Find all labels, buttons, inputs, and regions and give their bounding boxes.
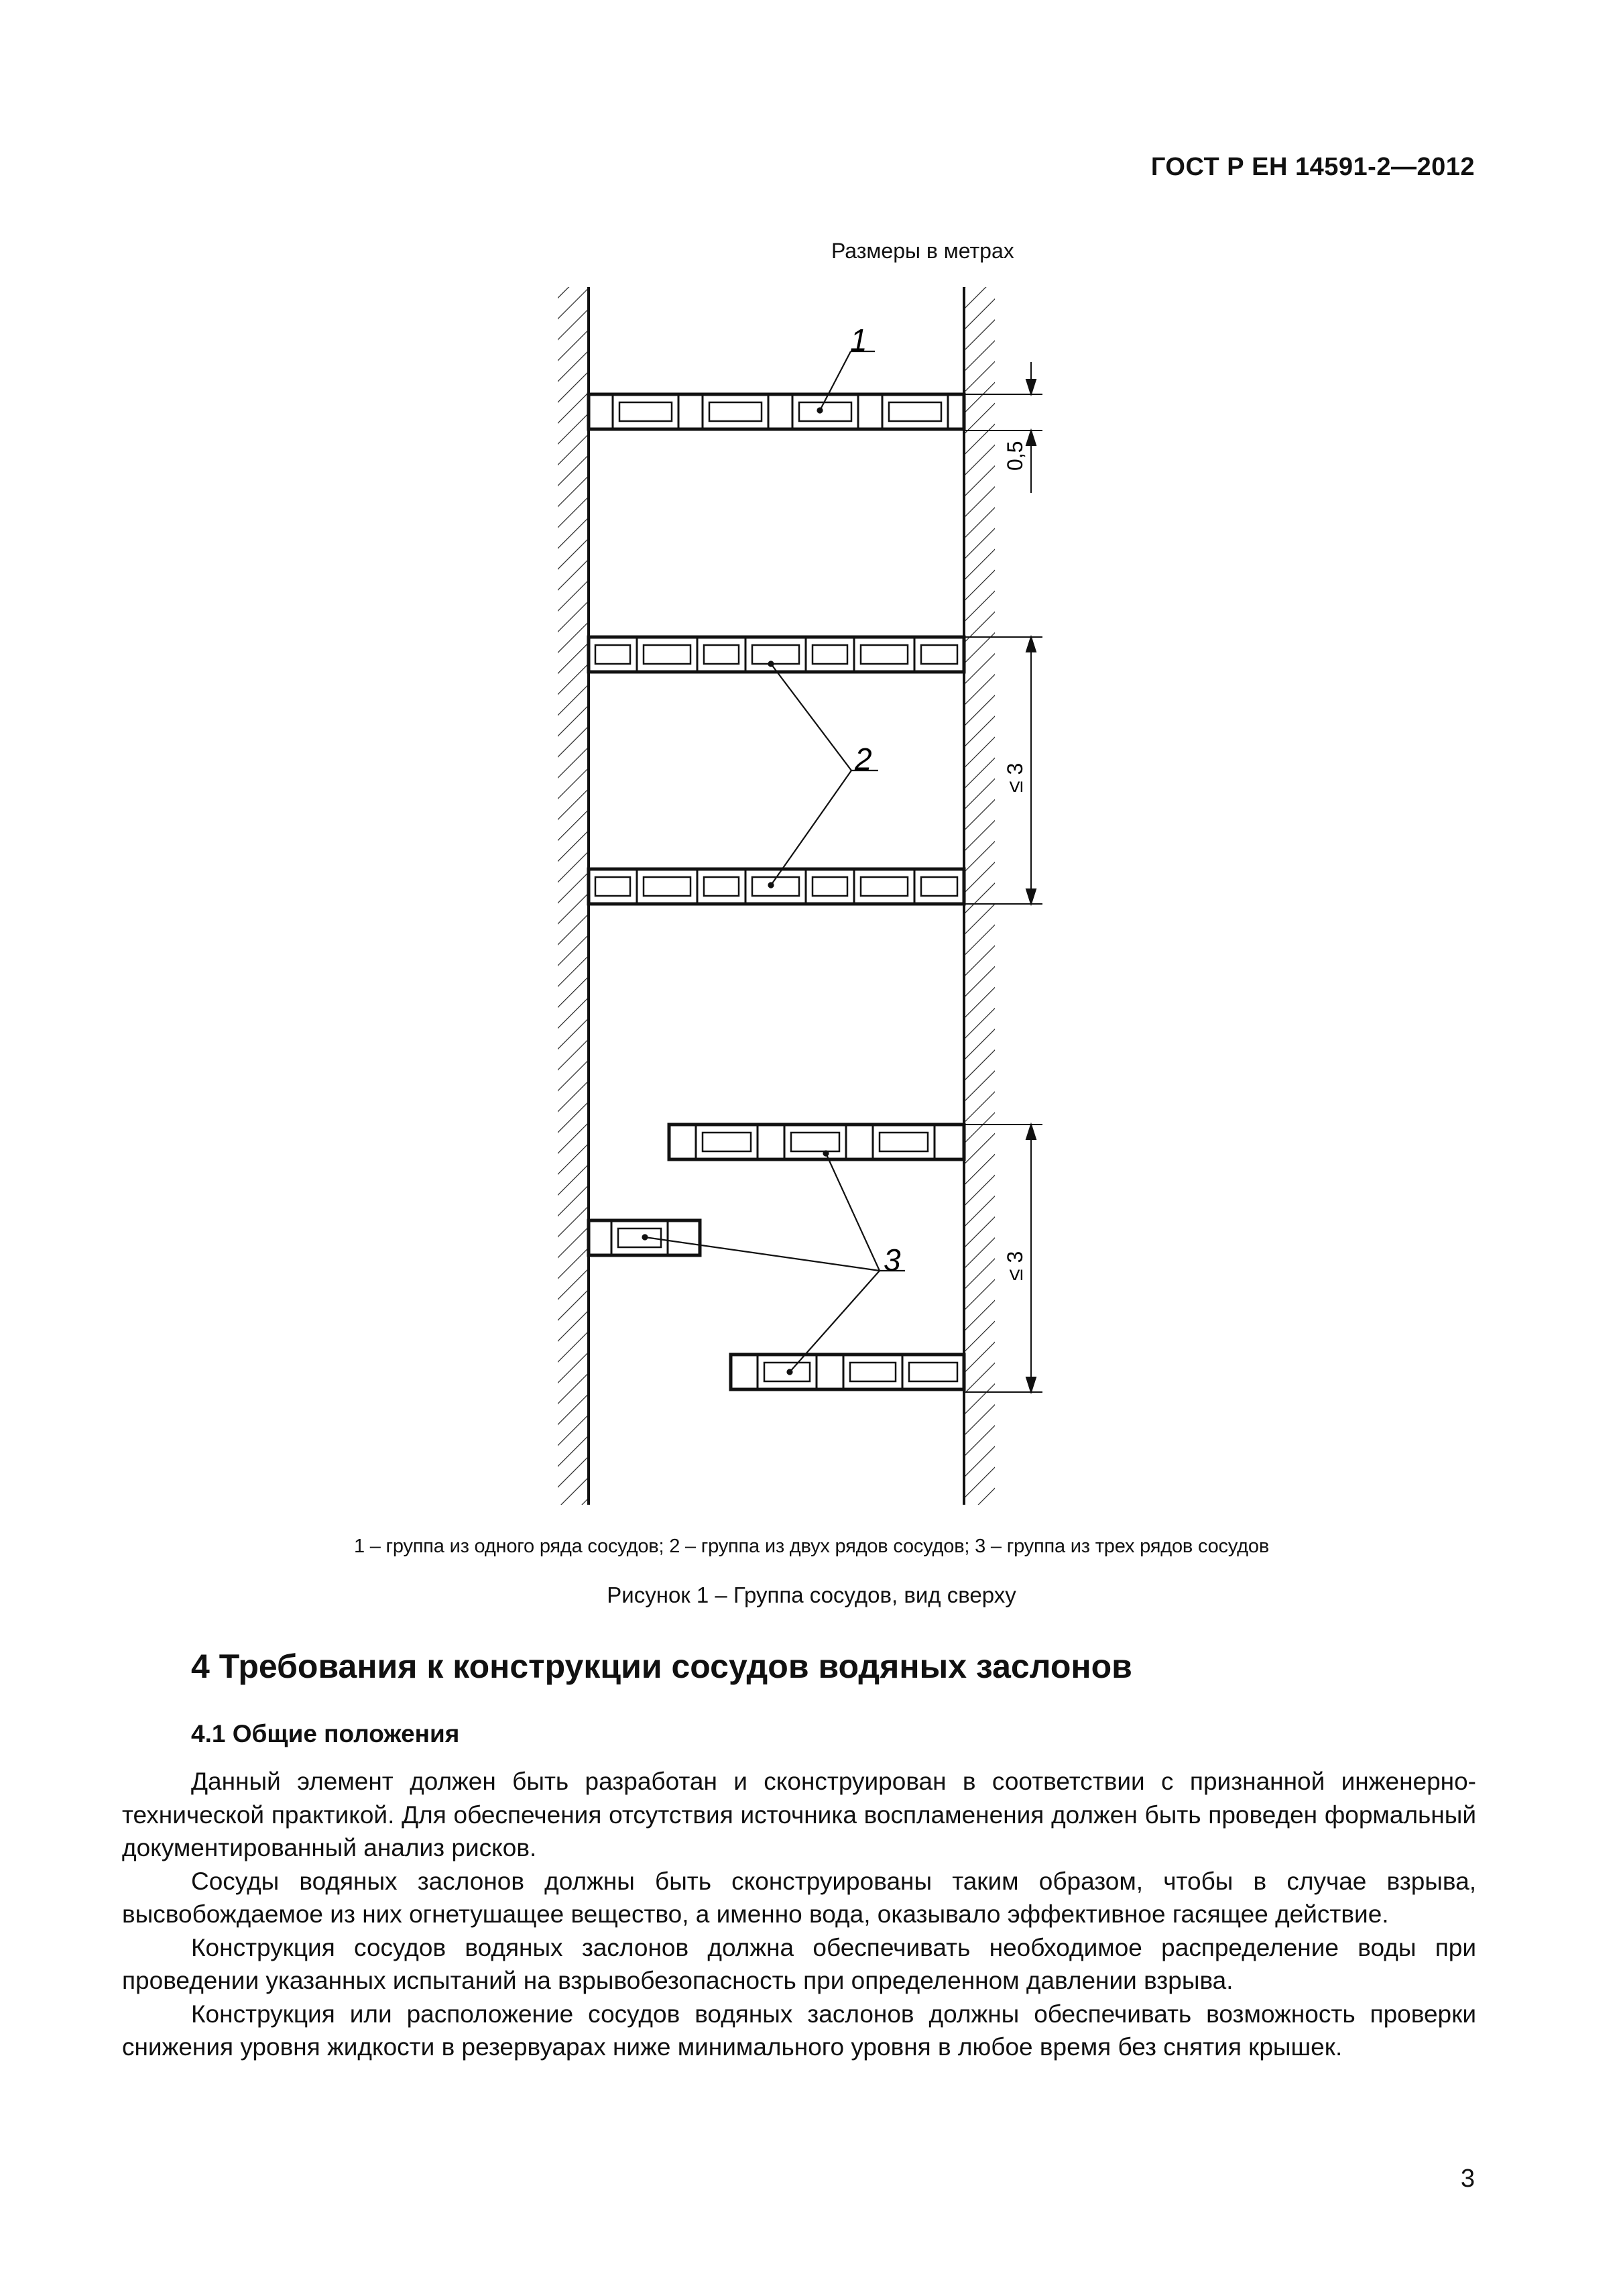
- left-wall: [558, 287, 589, 1505]
- dimension-label-max-3-b: ≤ 3: [1003, 1251, 1027, 1281]
- dimension-label-max-3-a: ≤ 3: [1003, 762, 1027, 793]
- paragraph: Сосуды водяных заслонов должны быть сконструированы таким образом, чтобы в случае взрыва, высвобождаемое из них огнетушащее вещество, а именно вода, оказывало эффективное гасящее действие.: [122, 1867, 1476, 1928]
- vessel: [921, 645, 957, 664]
- section-heading: 4 Требования к конструкции сосудов водяных заслонов: [191, 1648, 1132, 1685]
- page-number: 3: [1460, 2165, 1475, 2193]
- vessel: [752, 645, 799, 664]
- vessel: [861, 645, 908, 664]
- callout-3: 3: [884, 1243, 901, 1277]
- vessel: [704, 645, 739, 664]
- vessel-row-group-3-top: [669, 1125, 964, 1159]
- vessel-row-group-1: [589, 394, 964, 429]
- dimension-label-0-5: 0,5: [1003, 441, 1027, 471]
- figure-legend: 1 – группа из одного ряда сосудов; 2 – группа из двух рядов сосудов; 3 – группа из трех рядов сосудов: [353, 1536, 1270, 1557]
- vessel: [709, 402, 762, 421]
- vessel: [909, 1363, 957, 1381]
- vessel-row-group-2-top: [589, 637, 964, 672]
- subsection-heading: 4.1 Общие положения: [191, 1720, 460, 1747]
- callout-2: 2: [855, 742, 872, 777]
- vessel-row-group-3-bottom: [731, 1355, 964, 1389]
- vessel: [889, 402, 941, 421]
- vessel: [791, 1133, 839, 1151]
- vessel: [619, 402, 672, 421]
- vessel-row-group-2-bottom: [589, 869, 964, 904]
- vessel: [813, 645, 847, 664]
- vessel: [861, 877, 908, 896]
- vessel: [921, 877, 957, 896]
- paragraph: Данный элемент должен быть разработан и сконструирован в соответствии с признанной инженерно-технической практикой. Для обеспечения отсутствия источника воспламенения должен быть проведен формальный документированный анализ рисков.: [122, 1768, 1476, 1861]
- vessel: [799, 402, 851, 421]
- vessel: [813, 877, 847, 896]
- vessel: [644, 877, 690, 896]
- vessel: [595, 877, 630, 896]
- vessel: [595, 645, 630, 664]
- vessel: [703, 1133, 751, 1151]
- figure-caption: Рисунок 1 – Группа сосудов, вид сверху: [607, 1583, 1016, 1607]
- vessel: [752, 877, 799, 896]
- vessel: [850, 1363, 896, 1381]
- vessel: [644, 645, 690, 664]
- document-header: ГОСТ Р ЕН 14591-2—2012: [1150, 153, 1475, 181]
- paragraph: Конструкция или расположение сосудов водяных заслонов должны обеспечивать возможность проверки снижения уровня жидкости в резервуарах ниже минимального уровня в любое время без снятия крышек.: [122, 2000, 1476, 2061]
- right-wall: [964, 287, 995, 1505]
- figure-units-note: Размеры в метрах: [831, 239, 1014, 263]
- vessel: [880, 1133, 928, 1151]
- paragraph: Конструкция сосудов водяных заслонов должна обеспечивать необходимое распределение воды при проведении указанных испытаний на взрывобезопасность при определенном давлении взрыва.: [122, 1933, 1476, 1994]
- body-text: [122, 1765, 1476, 2064]
- callout-1: 1: [850, 323, 867, 357]
- vessel: [704, 877, 739, 896]
